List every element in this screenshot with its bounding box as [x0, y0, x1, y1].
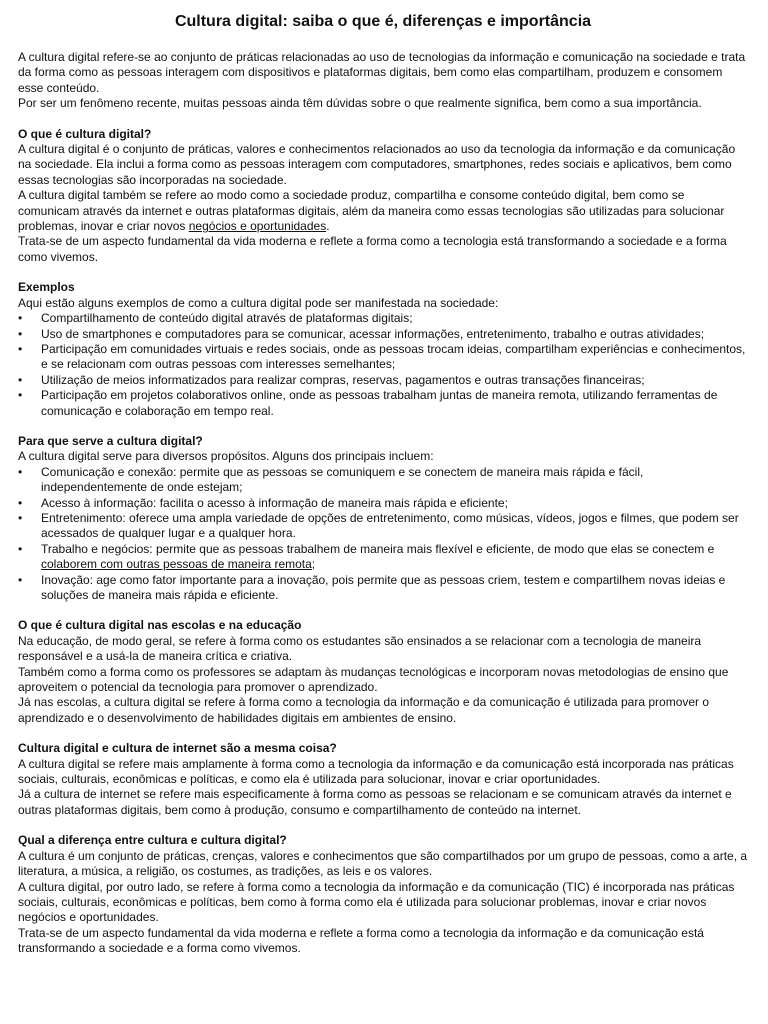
list-item-text: Acesso à informação: facilita o acesso à informação de maneira mais rápida e eficiente; — [41, 495, 508, 510]
list-item — [18, 311, 748, 326]
list-item — [18, 388, 748, 419]
purpose-list — [18, 465, 748, 604]
paragraph — [18, 188, 748, 234]
section-heading-internet-culture: Cultura digital e cultura de internet são a mesma coisa? — [18, 741, 337, 756]
section-heading-purpose: Para que serve a cultura digital? — [18, 433, 203, 448]
paragraph: Na educação, de modo geral, se refere à forma como os estudantes são ensinados a se relacionar com a tecnologia de maneira responsável e a usá-la de maneira crítica e criativa. — [18, 633, 702, 664]
list-item — [18, 573, 748, 604]
list-item — [18, 511, 748, 542]
section-heading-difference: Qual a diferença entre cultura e cultura digital? — [18, 833, 287, 848]
list-item-text: Uso de smartphones e computadores para se comunicar, acessar informações, entretenimento, trabalho e outras atividades; — [41, 326, 705, 341]
bullet-icon: • — [18, 510, 23, 525]
remote-collaboration-link[interactable]: colaborem com outras pessoas de maneira remota — [41, 557, 312, 572]
list-item — [18, 327, 748, 342]
bullet-icon: • — [18, 495, 23, 510]
list-item — [18, 373, 748, 388]
paragraph: Trata-se de um aspecto fundamental da vida moderna e reflete a forma como a tecnologia está transformando a sociedade e a forma como vivemos. — [18, 234, 727, 264]
paragraph: Também como a forma como os professores se adaptam às mudanças tecnológicas e incorporam novas metodologias de ensino que aproveitem o potencial da tecnologia para promover o aprendizado. — [18, 664, 729, 695]
bullet-icon: • — [18, 541, 23, 556]
list-item-text: Trabalho e negócios: permite que as pessoas trabalhem de maneira mais flexível e eficiente, de modo que elas se conectem e — [41, 541, 715, 556]
list-item-text: Compartilhamento de conteúdo digital através de plataformas digitais; — [41, 311, 413, 326]
section-heading-education: O que é cultura digital nas escolas e na educação — [18, 618, 302, 633]
intro-paragraph: A cultura digital refere-se ao conjunto de práticas relacionadas ao uso de tecnologias da informação e comunicação na sociedade e trata da forma como as pessoas interagem com dispositivos e plataformas digitais, bem como elas compartilham, produzem e consomem esse conteúdo. — [18, 50, 746, 95]
paragraph: A cultura digital, por outro lado, se refere à forma como a tecnologia da informação e da comunicação (TIC) é incorporada nas práticas sociais, culturais, econômicas e políticas, bem como à forma como ela é utilizada para solucionar problemas, inovar e criar novos negócios e oportunidades. — [18, 879, 735, 925]
list-item-text: Participação em comunidades virtuais e redes sociais, onde as pessoas trocam ideias, compartilham experiências e conhecimentos, e se relacionam com outras pessoas com interesses semelhantes; — [41, 341, 746, 372]
paragraph: Aqui estão alguns exemplos de como a cultura digital pode ser manifestada na sociedade: — [18, 295, 499, 310]
list-item — [18, 542, 748, 573]
section-heading-what-is: O que é cultura digital? — [18, 126, 152, 141]
list-item — [18, 496, 748, 511]
section-heading-examples: Exemplos — [18, 280, 75, 295]
bullet-icon: • — [18, 388, 23, 403]
list-item-text: Utilização de meios informatizados para realizar compras, reservas, pagamentos e outras transações financeiras; — [41, 372, 645, 387]
bullet-icon: • — [18, 372, 23, 387]
list-item — [18, 342, 748, 373]
bullet-icon: • — [18, 341, 23, 356]
list-item-text: Entretenimento: oferece uma ampla variedade de opções de entretenimento, como músicas, vídeos, jogos e filmes, que podem ser acessados de qualquer lugar e a qualquer hora. — [41, 510, 739, 541]
page-title: Cultura digital: saiba o que é, diferenças e importância — [174, 13, 592, 30]
paragraph: Já a cultura de internet se refere mais especificamente à forma como as pessoas se relacionam e se comunicam através da internet e outras plataformas digitais, bem como à produção, consumo e compartilhamento de conteúdo na internet. — [18, 787, 732, 817]
paragraph: Trata-se de um aspecto fundamental da vida moderna e reflete a forma como a tecnologia da informação e da comunicação está transformando a sociedade e a forma como vivemos. — [18, 925, 704, 956]
paragraph: A cultura digital se refere mais amplamente à forma como a tecnologia da informação e da comunicação está incorporada nas práticas sociais, culturais, econômicas e políticas, e como ela é utilizada para solucionar, inovar e criar oportunidades. — [18, 756, 734, 787]
intro-paragraph: Por ser um fenômeno recente, muitas pessoas ainda têm dúvidas sobre o que realmente significa, bem como a sua importância. — [18, 96, 702, 111]
list-item-text: Comunicação e conexão: permite que as pessoas se comuniquem e se conectem de maneira mais rápida e fácil, independentemente de onde estejam; — [41, 464, 644, 495]
bullet-icon: • — [18, 572, 23, 587]
list-item-text: ; — [311, 557, 316, 572]
paragraph: A cultura é um conjunto de práticas, crenças, valores e conhecimentos que são compartilhados por um grupo de pessoas, como a arte, a literatura, a música, a religião, os costumes, as tradições, as leis e os valores. — [18, 848, 748, 879]
bullet-icon: • — [18, 464, 23, 479]
list-item — [18, 465, 748, 496]
bullet-icon: • — [18, 326, 23, 341]
paragraph-text: A cultura digital também se refere ao modo como a sociedade produz, compartilha e consome conteúdo digital, bem como se comunicam através da internet e outras plataformas digitais, além da maneira como essas tecnologias são utilizadas para solucionar problemas, inovar e criar novos — [18, 188, 725, 234]
examples-list — [18, 311, 748, 419]
business-opportunities-link[interactable]: negócios e oportunidades — [188, 219, 327, 234]
list-item-text: Inovação: age como fator importante para a inovação, pois permite que as pessoas criem, testem e compartilhem novas ideias e soluções de maneira mais rápida e eficiente. — [41, 572, 726, 602]
paragraph-text: . — [326, 219, 330, 234]
bullet-icon: • — [18, 311, 23, 326]
paragraph: A cultura digital serve para diversos propósitos. Alguns dos principais incluem: — [18, 449, 434, 464]
paragraph: Já nas escolas, a cultura digital se refere à forma como a tecnologia da informação e da comunicação é utilizada para promover o aprendizado e o desenvolvimento de habilidades digitais em ambientes de ensino. — [18, 695, 710, 725]
list-item-text: Participação em projetos colaborativos online, onde as pessoas trabalham juntas de maneira remota, utilizando ferramentas de comunicação e colaboração em tempo real. — [41, 388, 718, 418]
paragraph: A cultura digital é o conjunto de práticas, valores e conhecimentos relacionados ao uso da tecnologia da informação e da comunicação na sociedade. Ela inclui a forma como as pessoas interagem com computadores, smartphones, redes sociais e aplicativos, bem como essas tecnologias são incorporadas na sociedade. — [18, 142, 736, 187]
